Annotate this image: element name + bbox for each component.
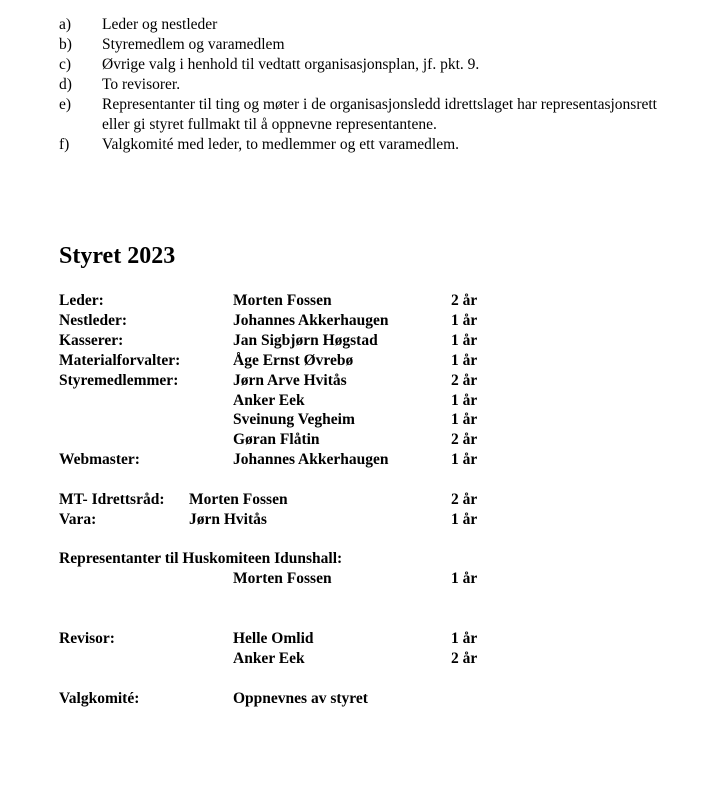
- role-label: Vara:: [59, 511, 97, 528]
- member-name: Morten Fossen: [233, 570, 332, 587]
- board-row: [0, 430, 703, 450]
- term-value: 1 år: [451, 511, 478, 528]
- role-label: MT- Idrettsråd:: [59, 491, 165, 508]
- member-name: Jørn Hvitås: [189, 511, 267, 528]
- term-value: 1 år: [451, 630, 478, 647]
- idrettsrad-row: [0, 490, 703, 510]
- list-marker: c): [59, 56, 72, 73]
- member-name: Morten Fossen: [189, 491, 288, 508]
- role-label: Materialforvalter:: [59, 352, 181, 369]
- list-item: [59, 35, 679, 55]
- list-text: Representanter til ting og møter i de organisasjonsledd idrettslaget har representasjonsrett eller gi styret fullmakt til å oppnevne representantene.: [102, 96, 657, 133]
- list-marker: d): [59, 76, 72, 93]
- list-marker: f): [59, 136, 70, 153]
- list-item: [59, 95, 679, 135]
- valgkomite-value: Oppnevnes av styret: [233, 690, 368, 707]
- list-marker: b): [59, 36, 72, 53]
- huskomiteen-heading-row: [0, 549, 703, 569]
- list-marker: a): [59, 16, 72, 33]
- list-item: [59, 75, 679, 95]
- list-item: [59, 15, 679, 35]
- term-value: 2 år: [451, 372, 478, 389]
- board-row: [0, 351, 703, 371]
- term-value: 2 år: [451, 491, 478, 508]
- member-name: Jan Sigbjørn Høgstad: [233, 332, 378, 349]
- list-item: [59, 55, 679, 75]
- election-list: [59, 15, 679, 155]
- member-name: Jørn Arve Hvitås: [233, 372, 347, 389]
- list-text: Leder og nestleder: [102, 16, 218, 33]
- huskomiteen-row: [0, 569, 703, 589]
- member-name: Anker Eek: [233, 392, 305, 409]
- role-label: Styremedlemmer:: [59, 372, 179, 389]
- board-row: [0, 331, 703, 351]
- list-text: To revisorer.: [102, 76, 181, 93]
- member-name: Sveinung Vegheim: [233, 411, 355, 428]
- list-marker: e): [59, 96, 72, 113]
- huskomiteen-heading: Representanter til Huskomiteen Idunshall:: [59, 550, 343, 567]
- member-name: Morten Fossen: [233, 292, 332, 309]
- list-text: Styremedlem og varamedlem: [102, 36, 285, 53]
- term-value: 1 år: [451, 332, 478, 349]
- term-value: 1 år: [451, 392, 478, 409]
- member-name: Åge Ernst Øvrebø: [233, 352, 354, 369]
- board-row: [0, 391, 703, 411]
- term-value: 1 år: [451, 451, 478, 468]
- term-value: 2 år: [451, 431, 478, 448]
- member-name: Helle Omlid: [233, 630, 314, 647]
- member-name: Anker Eek: [233, 650, 305, 667]
- board-title: Styret 2023: [59, 243, 176, 269]
- role-label: Nestleder:: [59, 312, 127, 329]
- role-label: Revisor:: [59, 630, 115, 647]
- revisor-row: [0, 629, 703, 649]
- valgkomite-row: [0, 689, 703, 709]
- term-value: 1 år: [451, 312, 478, 329]
- role-label: Kasserer:: [59, 332, 124, 349]
- idrettsrad-row: [0, 510, 703, 530]
- role-label: Webmaster:: [59, 451, 140, 468]
- term-value: 1 år: [451, 411, 478, 428]
- term-value: 2 år: [451, 292, 478, 309]
- term-value: 1 år: [451, 352, 478, 369]
- term-value: 1 år: [451, 570, 478, 587]
- role-label: Leder:: [59, 292, 104, 309]
- member-name: Johannes Akkerhaugen: [233, 312, 389, 329]
- board-row: [0, 371, 703, 391]
- board-row: [0, 450, 703, 470]
- member-name: Johannes Akkerhaugen: [233, 451, 389, 468]
- list-text: Øvrige valg i henhold til vedtatt organisasjonsplan, jf. pkt. 9.: [102, 56, 480, 73]
- revisor-row: [0, 649, 703, 669]
- board-row: [0, 410, 703, 430]
- member-name: Gøran Flåtin: [233, 431, 320, 448]
- list-text: Valgkomité med leder, to medlemmer og ett varamedlem.: [102, 136, 460, 153]
- role-label: Valgkomité:: [59, 690, 140, 707]
- list-item: [59, 135, 679, 155]
- board-row: [0, 291, 703, 311]
- board-row: [0, 311, 703, 331]
- term-value: 2 år: [451, 650, 478, 667]
